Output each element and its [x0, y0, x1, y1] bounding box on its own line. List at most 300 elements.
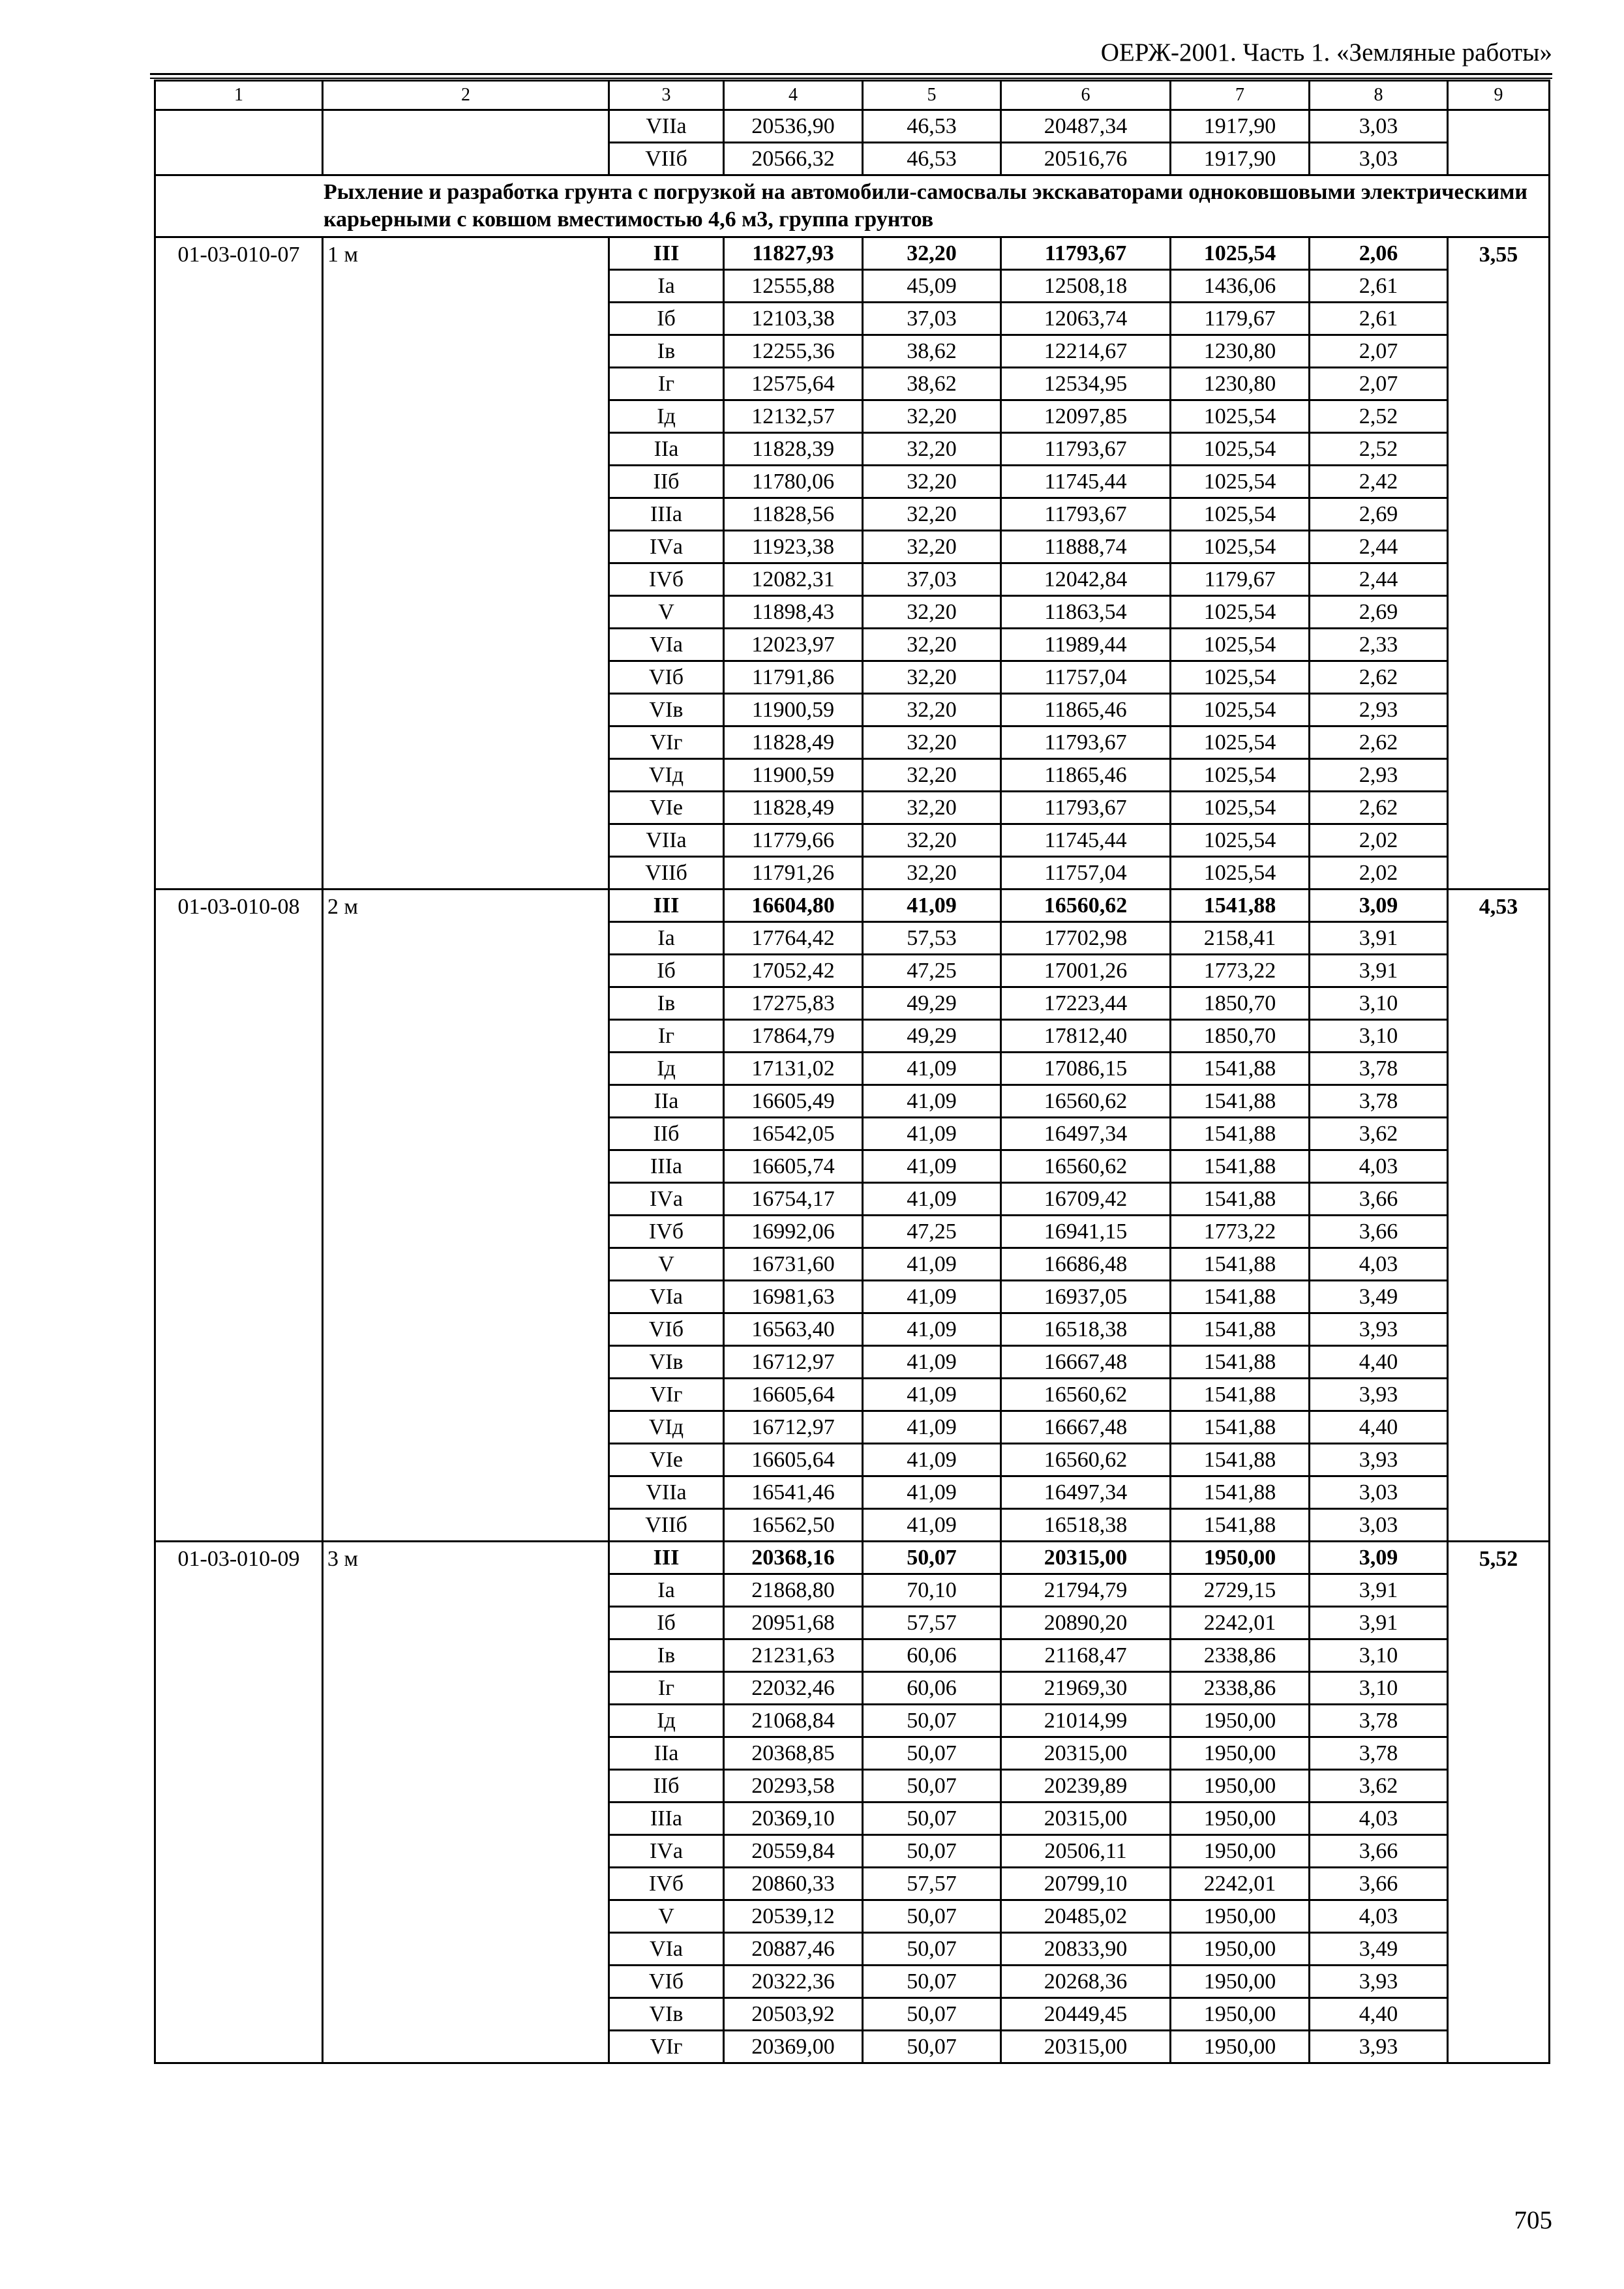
- cost-machines-cell: 17223,44: [1001, 987, 1171, 1020]
- group-cell: VIIб: [609, 1509, 724, 1542]
- group-cell: VIIа: [609, 110, 724, 143]
- cost-total-cell: 11791,86: [724, 661, 863, 694]
- cost-machinist-wages-cell: 1025,54: [1171, 433, 1310, 466]
- cost-machines-cell: 20516,76: [1001, 143, 1171, 175]
- cost-total-cell: 16731,60: [724, 1248, 863, 1281]
- cost-wages-cell: 32,20: [863, 792, 1001, 824]
- cost-total-cell: 20368,16: [724, 1542, 863, 1574]
- cost-machines-cell: 11793,67: [1001, 726, 1171, 759]
- cost-machinist-wages-cell: 1025,54: [1171, 824, 1310, 857]
- group-cell: IIа: [609, 1085, 724, 1118]
- materials-cost-cell: 3,10: [1310, 987, 1448, 1020]
- group-cell: Iб: [609, 303, 724, 335]
- cost-machinist-wages-cell: 1541,88: [1171, 1053, 1310, 1085]
- cost-wages-cell: 32,20: [863, 466, 1001, 498]
- cost-machinist-wages-cell: 2338,86: [1171, 1639, 1310, 1672]
- cost-machinist-wages-cell: 1230,80: [1171, 368, 1310, 400]
- materials-cost-cell: 3,09: [1310, 890, 1448, 922]
- cost-machinist-wages-cell: 1541,88: [1171, 1118, 1310, 1150]
- cost-machinist-wages-cell: 1436,06: [1171, 270, 1310, 303]
- column-number: 6: [1001, 81, 1171, 110]
- cost-wages-cell: 50,07: [863, 1542, 1001, 1574]
- group-cell: VIв: [609, 1346, 724, 1379]
- cost-machinist-wages-cell: 1773,22: [1171, 955, 1310, 987]
- cost-machines-cell: 17086,15: [1001, 1053, 1171, 1085]
- coefficient-cell: [1448, 110, 1550, 175]
- cost-machinist-wages-cell: 1917,90: [1171, 143, 1310, 175]
- cost-wages-cell: 41,09: [863, 1085, 1001, 1118]
- cost-total-cell: 11827,93: [724, 237, 863, 270]
- column-number: 8: [1310, 81, 1448, 110]
- cost-machinist-wages-cell: 2338,86: [1171, 1672, 1310, 1705]
- header-rule-thin: [150, 78, 1552, 79]
- table-row: [155, 1542, 1550, 1574]
- cost-wages-cell: 38,62: [863, 368, 1001, 400]
- cost-wages-cell: 50,07: [863, 1933, 1001, 1966]
- cost-machines-cell: 11793,67: [1001, 433, 1171, 466]
- cost-total-cell: 20293,58: [724, 1770, 863, 1803]
- description-cell: [323, 110, 609, 175]
- cost-wages-cell: 41,09: [863, 1281, 1001, 1313]
- group-cell: IIIа: [609, 1150, 724, 1183]
- cost-wages-cell: 32,20: [863, 759, 1001, 792]
- cost-machinist-wages-cell: 1950,00: [1171, 1705, 1310, 1737]
- cost-machinist-wages-cell: 1025,54: [1171, 759, 1310, 792]
- cost-wages-cell: 32,20: [863, 498, 1001, 531]
- cost-machines-cell: 12063,74: [1001, 303, 1171, 335]
- group-cell: VIа: [609, 1933, 724, 1966]
- cost-machinist-wages-cell: 1179,67: [1171, 563, 1310, 596]
- cost-machines-cell: 20833,90: [1001, 1933, 1171, 1966]
- cost-machinist-wages-cell: 1950,00: [1171, 1933, 1310, 1966]
- cost-wages-cell: 32,20: [863, 824, 1001, 857]
- cost-machines-cell: 16937,05: [1001, 1281, 1171, 1313]
- cost-machines-cell: 11865,46: [1001, 694, 1171, 726]
- group-cell: IVа: [609, 1183, 724, 1216]
- group-cell: VIв: [609, 694, 724, 726]
- cost-machinist-wages-cell: 1025,54: [1171, 400, 1310, 433]
- cost-wages-cell: 57,57: [863, 1868, 1001, 1900]
- cost-wages-cell: 41,09: [863, 1509, 1001, 1542]
- cost-machinist-wages-cell: 2158,41: [1171, 922, 1310, 955]
- cost-wages-cell: 32,20: [863, 596, 1001, 629]
- cost-machinist-wages-cell: 1541,88: [1171, 1313, 1310, 1346]
- cost-machinist-wages-cell: 1850,70: [1171, 987, 1310, 1020]
- materials-cost-cell: 2,44: [1310, 563, 1448, 596]
- cost-wages-cell: 70,10: [863, 1574, 1001, 1607]
- cost-machines-cell: 20485,02: [1001, 1900, 1171, 1933]
- materials-cost-cell: 3,91: [1310, 955, 1448, 987]
- materials-cost-cell: 3,93: [1310, 1313, 1448, 1346]
- materials-cost-cell: 2,69: [1310, 498, 1448, 531]
- cost-total-cell: 16562,50: [724, 1509, 863, 1542]
- cost-wages-cell: 41,09: [863, 1346, 1001, 1379]
- cost-wages-cell: 41,09: [863, 890, 1001, 922]
- cost-machinist-wages-cell: 1950,00: [1171, 1770, 1310, 1803]
- cost-machinist-wages-cell: 1950,00: [1171, 2031, 1310, 2063]
- materials-cost-cell: 4,03: [1310, 1803, 1448, 1835]
- group-cell: VIIб: [609, 857, 724, 890]
- cost-machines-cell: 20239,89: [1001, 1770, 1171, 1803]
- cost-wages-cell: 41,09: [863, 1379, 1001, 1411]
- cost-total-cell: 11900,59: [724, 694, 863, 726]
- cost-machinist-wages-cell: 1541,88: [1171, 1509, 1310, 1542]
- cost-machinist-wages-cell: 1179,67: [1171, 303, 1310, 335]
- cost-machinist-wages-cell: 1541,88: [1171, 1150, 1310, 1183]
- group-cell: VIв: [609, 1998, 724, 2031]
- cost-total-cell: 20887,46: [724, 1933, 863, 1966]
- group-cell: III: [609, 1542, 724, 1574]
- group-cell: IIб: [609, 1118, 724, 1150]
- cost-machines-cell: 16518,38: [1001, 1509, 1171, 1542]
- cost-total-cell: 16605,64: [724, 1379, 863, 1411]
- materials-cost-cell: 4,40: [1310, 1411, 1448, 1444]
- cost-total-cell: 16754,17: [724, 1183, 863, 1216]
- cost-total-cell: 12575,64: [724, 368, 863, 400]
- group-cell: V: [609, 1900, 724, 1933]
- cost-wages-cell: 60,06: [863, 1639, 1001, 1672]
- cost-wages-cell: 32,20: [863, 237, 1001, 270]
- cost-wages-cell: 41,09: [863, 1476, 1001, 1509]
- cost-total-cell: 11791,26: [724, 857, 863, 890]
- group-cell: VIд: [609, 759, 724, 792]
- cost-machinist-wages-cell: 2242,01: [1171, 1607, 1310, 1639]
- materials-cost-cell: 2,07: [1310, 368, 1448, 400]
- cost-total-cell: 12103,38: [724, 303, 863, 335]
- cost-machinist-wages-cell: 2242,01: [1171, 1868, 1310, 1900]
- materials-cost-cell: 3,03: [1310, 1509, 1448, 1542]
- materials-cost-cell: 4,03: [1310, 1150, 1448, 1183]
- cost-total-cell: 11779,66: [724, 824, 863, 857]
- group-cell: Iа: [609, 270, 724, 303]
- rate-code: 01-03-010-07: [155, 237, 323, 890]
- page-number: 705: [1514, 2206, 1552, 2234]
- materials-cost-cell: 2,33: [1310, 629, 1448, 661]
- cost-machines-cell: 20487,34: [1001, 110, 1171, 143]
- cost-machinist-wages-cell: 1025,54: [1171, 531, 1310, 563]
- materials-cost-cell: 4,40: [1310, 1998, 1448, 2031]
- cost-wages-cell: 50,07: [863, 1998, 1001, 2031]
- cost-machines-cell: 17001,26: [1001, 955, 1171, 987]
- cost-total-cell: 16605,49: [724, 1085, 863, 1118]
- cost-total-cell: 22032,46: [724, 1672, 863, 1705]
- rate-code: 01-03-010-09: [155, 1542, 323, 2063]
- materials-cost-cell: 3,93: [1310, 2031, 1448, 2063]
- materials-cost-cell: 2,07: [1310, 335, 1448, 368]
- cost-wages-cell: 41,09: [863, 1118, 1001, 1150]
- cost-wages-cell: 41,09: [863, 1411, 1001, 1444]
- cost-machines-cell: 12508,18: [1001, 270, 1171, 303]
- materials-cost-cell: 3,93: [1310, 1379, 1448, 1411]
- group-cell: VIд: [609, 1411, 724, 1444]
- materials-cost-cell: 4,03: [1310, 1248, 1448, 1281]
- cost-machinist-wages-cell: 1950,00: [1171, 1803, 1310, 1835]
- group-cell: VIе: [609, 792, 724, 824]
- group-cell: VIе: [609, 1444, 724, 1476]
- cost-total-cell: 21868,80: [724, 1574, 863, 1607]
- cost-machinist-wages-cell: 1950,00: [1171, 1998, 1310, 2031]
- materials-cost-cell: 4,03: [1310, 1900, 1448, 1933]
- materials-cost-cell: 3,62: [1310, 1770, 1448, 1803]
- cost-wages-cell: 32,20: [863, 629, 1001, 661]
- cost-machines-cell: 16709,42: [1001, 1183, 1171, 1216]
- cost-machinist-wages-cell: 1025,54: [1171, 237, 1310, 270]
- materials-cost-cell: 3,62: [1310, 1118, 1448, 1150]
- cost-total-cell: 12255,36: [724, 335, 863, 368]
- cost-wages-cell: 32,20: [863, 857, 1001, 890]
- group-cell: VIб: [609, 1966, 724, 1998]
- cost-machines-cell: 20799,10: [1001, 1868, 1171, 1900]
- group-cell: VIа: [609, 1281, 724, 1313]
- cost-machines-cell: 17812,40: [1001, 1020, 1171, 1053]
- column-numbers-row: [155, 81, 1550, 110]
- group-cell: IVб: [609, 1868, 724, 1900]
- group-cell: Iа: [609, 1574, 724, 1607]
- group-cell: VIб: [609, 1313, 724, 1346]
- group-cell: VIIб: [609, 143, 724, 175]
- table-row: [155, 110, 1550, 143]
- cost-wages-cell: 57,57: [863, 1607, 1001, 1639]
- cost-total-cell: 21231,63: [724, 1639, 863, 1672]
- cost-machines-cell: 16560,62: [1001, 1085, 1171, 1118]
- cost-total-cell: 11828,39: [724, 433, 863, 466]
- materials-cost-cell: 2,69: [1310, 596, 1448, 629]
- group-cell: IIIа: [609, 1803, 724, 1835]
- materials-cost-cell: 2,06: [1310, 237, 1448, 270]
- column-number: 4: [724, 81, 863, 110]
- group-cell: Iв: [609, 335, 724, 368]
- cost-total-cell: 12082,31: [724, 563, 863, 596]
- cost-machines-cell: 16667,48: [1001, 1346, 1171, 1379]
- cost-machines-cell: 21014,99: [1001, 1705, 1171, 1737]
- cost-total-cell: 16992,06: [724, 1216, 863, 1248]
- cost-wages-cell: 41,09: [863, 1183, 1001, 1216]
- cost-wages-cell: 37,03: [863, 563, 1001, 596]
- materials-cost-cell: 3,03: [1310, 143, 1448, 175]
- cost-machinist-wages-cell: 1541,88: [1171, 1183, 1310, 1216]
- cost-total-cell: 20322,36: [724, 1966, 863, 1998]
- cost-machinist-wages-cell: 1850,70: [1171, 1020, 1310, 1053]
- materials-cost-cell: 3,66: [1310, 1183, 1448, 1216]
- materials-cost-cell: 3,91: [1310, 1607, 1448, 1639]
- cost-machines-cell: 16497,34: [1001, 1118, 1171, 1150]
- column-number: 3: [609, 81, 724, 110]
- group-cell: IIа: [609, 1737, 724, 1770]
- cost-wages-cell: 60,06: [863, 1672, 1001, 1705]
- cost-wages-cell: 41,09: [863, 1444, 1001, 1476]
- materials-cost-cell: 3,66: [1310, 1868, 1448, 1900]
- materials-cost-cell: 2,61: [1310, 303, 1448, 335]
- column-number: 9: [1448, 81, 1550, 110]
- cost-total-cell: 16712,97: [724, 1346, 863, 1379]
- group-cell: VIг: [609, 2031, 724, 2063]
- cost-machinist-wages-cell: 1541,88: [1171, 1281, 1310, 1313]
- materials-cost-cell: 2,61: [1310, 270, 1448, 303]
- cost-wages-cell: 38,62: [863, 335, 1001, 368]
- materials-cost-cell: 3,49: [1310, 1281, 1448, 1313]
- cost-machinist-wages-cell: 1950,00: [1171, 1835, 1310, 1868]
- cost-machines-cell: 11793,67: [1001, 237, 1171, 270]
- rate-description: 1 м: [323, 237, 609, 890]
- cost-total-cell: 11828,49: [724, 792, 863, 824]
- materials-cost-cell: 3,03: [1310, 1476, 1448, 1509]
- cost-wages-cell: 32,20: [863, 661, 1001, 694]
- cost-machines-cell: 17702,98: [1001, 922, 1171, 955]
- materials-cost-cell: 3,93: [1310, 1966, 1448, 1998]
- cost-machines-cell: 12214,67: [1001, 335, 1171, 368]
- cost-wages-cell: 32,20: [863, 433, 1001, 466]
- table-row: [155, 890, 1550, 922]
- cost-machinist-wages-cell: 1025,54: [1171, 792, 1310, 824]
- cost-wages-cell: 49,29: [863, 987, 1001, 1020]
- materials-cost-cell: 3,78: [1310, 1705, 1448, 1737]
- code-cell: [155, 110, 323, 175]
- cost-machinist-wages-cell: 1950,00: [1171, 1542, 1310, 1574]
- cost-total-cell: 20369,10: [724, 1803, 863, 1835]
- cost-machines-cell: 11989,44: [1001, 629, 1171, 661]
- rate-code: 01-03-010-08: [155, 890, 323, 1542]
- materials-cost-cell: 3,78: [1310, 1737, 1448, 1770]
- section-title: Рыхление и разработка грунта с погрузкой на автомобили-самосвалы экскаваторами одноковшовыми электрическими карьерными с ковшом вместимостью 4,6 м3, группа грунтов: [155, 175, 1550, 237]
- cost-total-cell: 20369,00: [724, 2031, 863, 2063]
- cost-wages-cell: 46,53: [863, 143, 1001, 175]
- group-cell: Iб: [609, 955, 724, 987]
- cost-machines-cell: 20315,00: [1001, 1737, 1171, 1770]
- materials-cost-cell: 3,78: [1310, 1085, 1448, 1118]
- materials-cost-cell: 3,09: [1310, 1542, 1448, 1574]
- group-cell: Iб: [609, 1607, 724, 1639]
- group-cell: IIб: [609, 466, 724, 498]
- cost-machines-cell: 11793,67: [1001, 792, 1171, 824]
- materials-cost-cell: 2,62: [1310, 661, 1448, 694]
- group-cell: Iд: [609, 1053, 724, 1085]
- materials-cost-cell: 3,66: [1310, 1216, 1448, 1248]
- cost-total-cell: 17052,42: [724, 955, 863, 987]
- cost-wages-cell: 50,07: [863, 1705, 1001, 1737]
- cost-wages-cell: 45,09: [863, 270, 1001, 303]
- group-cell: Iв: [609, 1639, 724, 1672]
- cost-total-cell: 20951,68: [724, 1607, 863, 1639]
- materials-cost-cell: 2,02: [1310, 857, 1448, 890]
- cost-machines-cell: 12534,95: [1001, 368, 1171, 400]
- materials-cost-cell: 3,10: [1310, 1020, 1448, 1053]
- cost-wages-cell: 50,07: [863, 1737, 1001, 1770]
- cost-total-cell: 12023,97: [724, 629, 863, 661]
- cost-total-cell: 16542,05: [724, 1118, 863, 1150]
- cost-total-cell: 11828,56: [724, 498, 863, 531]
- cost-machines-cell: 11745,44: [1001, 466, 1171, 498]
- cost-machinist-wages-cell: 1025,54: [1171, 498, 1310, 531]
- cost-total-cell: 11900,59: [724, 759, 863, 792]
- cost-machines-cell: 16560,62: [1001, 890, 1171, 922]
- coefficient-cell: 5,52: [1448, 1542, 1550, 2063]
- cost-machinist-wages-cell: 1541,88: [1171, 1444, 1310, 1476]
- cost-wages-cell: 50,07: [863, 1803, 1001, 1835]
- cost-wages-cell: 50,07: [863, 1966, 1001, 1998]
- cost-machines-cell: 16497,34: [1001, 1476, 1171, 1509]
- materials-cost-cell: 3,91: [1310, 1574, 1448, 1607]
- cost-machinist-wages-cell: 2729,15: [1171, 1574, 1310, 1607]
- group-cell: IVб: [609, 1216, 724, 1248]
- group-cell: IVа: [609, 531, 724, 563]
- group-cell: III: [609, 237, 724, 270]
- cost-machines-cell: 16560,62: [1001, 1444, 1171, 1476]
- cost-total-cell: 16541,46: [724, 1476, 863, 1509]
- group-cell: IIа: [609, 433, 724, 466]
- group-cell: VIIа: [609, 824, 724, 857]
- cost-machinist-wages-cell: 1950,00: [1171, 1966, 1310, 1998]
- cost-total-cell: 20536,90: [724, 110, 863, 143]
- group-cell: Iв: [609, 987, 724, 1020]
- cost-wages-cell: 50,07: [863, 2031, 1001, 2063]
- group-cell: VIг: [609, 726, 724, 759]
- materials-cost-cell: 3,03: [1310, 110, 1448, 143]
- cost-total-cell: 20559,84: [724, 1835, 863, 1868]
- group-cell: IIб: [609, 1770, 724, 1803]
- cost-total-cell: 21068,84: [724, 1705, 863, 1737]
- cost-machines-cell: 20315,00: [1001, 1542, 1171, 1574]
- cost-machinist-wages-cell: 1025,54: [1171, 661, 1310, 694]
- table-row: [155, 237, 1550, 270]
- group-cell: Iг: [609, 1020, 724, 1053]
- group-cell: Iа: [609, 922, 724, 955]
- materials-cost-cell: 3,49: [1310, 1933, 1448, 1966]
- cost-machinist-wages-cell: 1541,88: [1171, 1346, 1310, 1379]
- group-cell: IVа: [609, 1835, 724, 1868]
- cost-total-cell: 16605,74: [724, 1150, 863, 1183]
- group-cell: Iд: [609, 400, 724, 433]
- cost-machinist-wages-cell: 1541,88: [1171, 1085, 1310, 1118]
- column-number: 7: [1171, 81, 1310, 110]
- cost-machines-cell: 11757,04: [1001, 857, 1171, 890]
- materials-cost-cell: 2,44: [1310, 531, 1448, 563]
- cost-machines-cell: 20268,36: [1001, 1966, 1171, 1998]
- cost-machinist-wages-cell: 1230,80: [1171, 335, 1310, 368]
- cost-wages-cell: 57,53: [863, 922, 1001, 955]
- header-rule: [150, 73, 1552, 75]
- cost-wages-cell: 50,07: [863, 1770, 1001, 1803]
- cost-machinist-wages-cell: 1950,00: [1171, 1737, 1310, 1770]
- cost-machines-cell: 20315,00: [1001, 2031, 1171, 2063]
- materials-cost-cell: 2,93: [1310, 694, 1448, 726]
- cost-machinist-wages-cell: 1025,54: [1171, 694, 1310, 726]
- cost-machines-cell: 16941,15: [1001, 1216, 1171, 1248]
- materials-cost-cell: 2,42: [1310, 466, 1448, 498]
- cost-total-cell: 12132,57: [724, 400, 863, 433]
- materials-cost-cell: 3,91: [1310, 922, 1448, 955]
- cost-wages-cell: 32,20: [863, 726, 1001, 759]
- cost-total-cell: 20539,12: [724, 1900, 863, 1933]
- cost-machines-cell: 16560,62: [1001, 1150, 1171, 1183]
- cost-machines-cell: 11745,44: [1001, 824, 1171, 857]
- group-cell: VIа: [609, 629, 724, 661]
- cost-machinist-wages-cell: 1025,54: [1171, 857, 1310, 890]
- cost-total-cell: 17131,02: [724, 1053, 863, 1085]
- cost-wages-cell: 47,25: [863, 1216, 1001, 1248]
- cost-total-cell: 11923,38: [724, 531, 863, 563]
- cost-machines-cell: 20315,00: [1001, 1803, 1171, 1835]
- cost-wages-cell: 32,20: [863, 694, 1001, 726]
- group-cell: VIб: [609, 661, 724, 694]
- cost-machines-cell: 12097,85: [1001, 400, 1171, 433]
- cost-wages-cell: 41,09: [863, 1150, 1001, 1183]
- materials-cost-cell: 3,66: [1310, 1835, 1448, 1868]
- cost-machines-cell: 20506,11: [1001, 1835, 1171, 1868]
- running-header: ОЕРЖ-2001. Часть 1. «Земляные работы»: [1100, 38, 1552, 67]
- materials-cost-cell: 3,93: [1310, 1444, 1448, 1476]
- cost-wages-cell: 50,07: [863, 1900, 1001, 1933]
- group-cell: Iг: [609, 1672, 724, 1705]
